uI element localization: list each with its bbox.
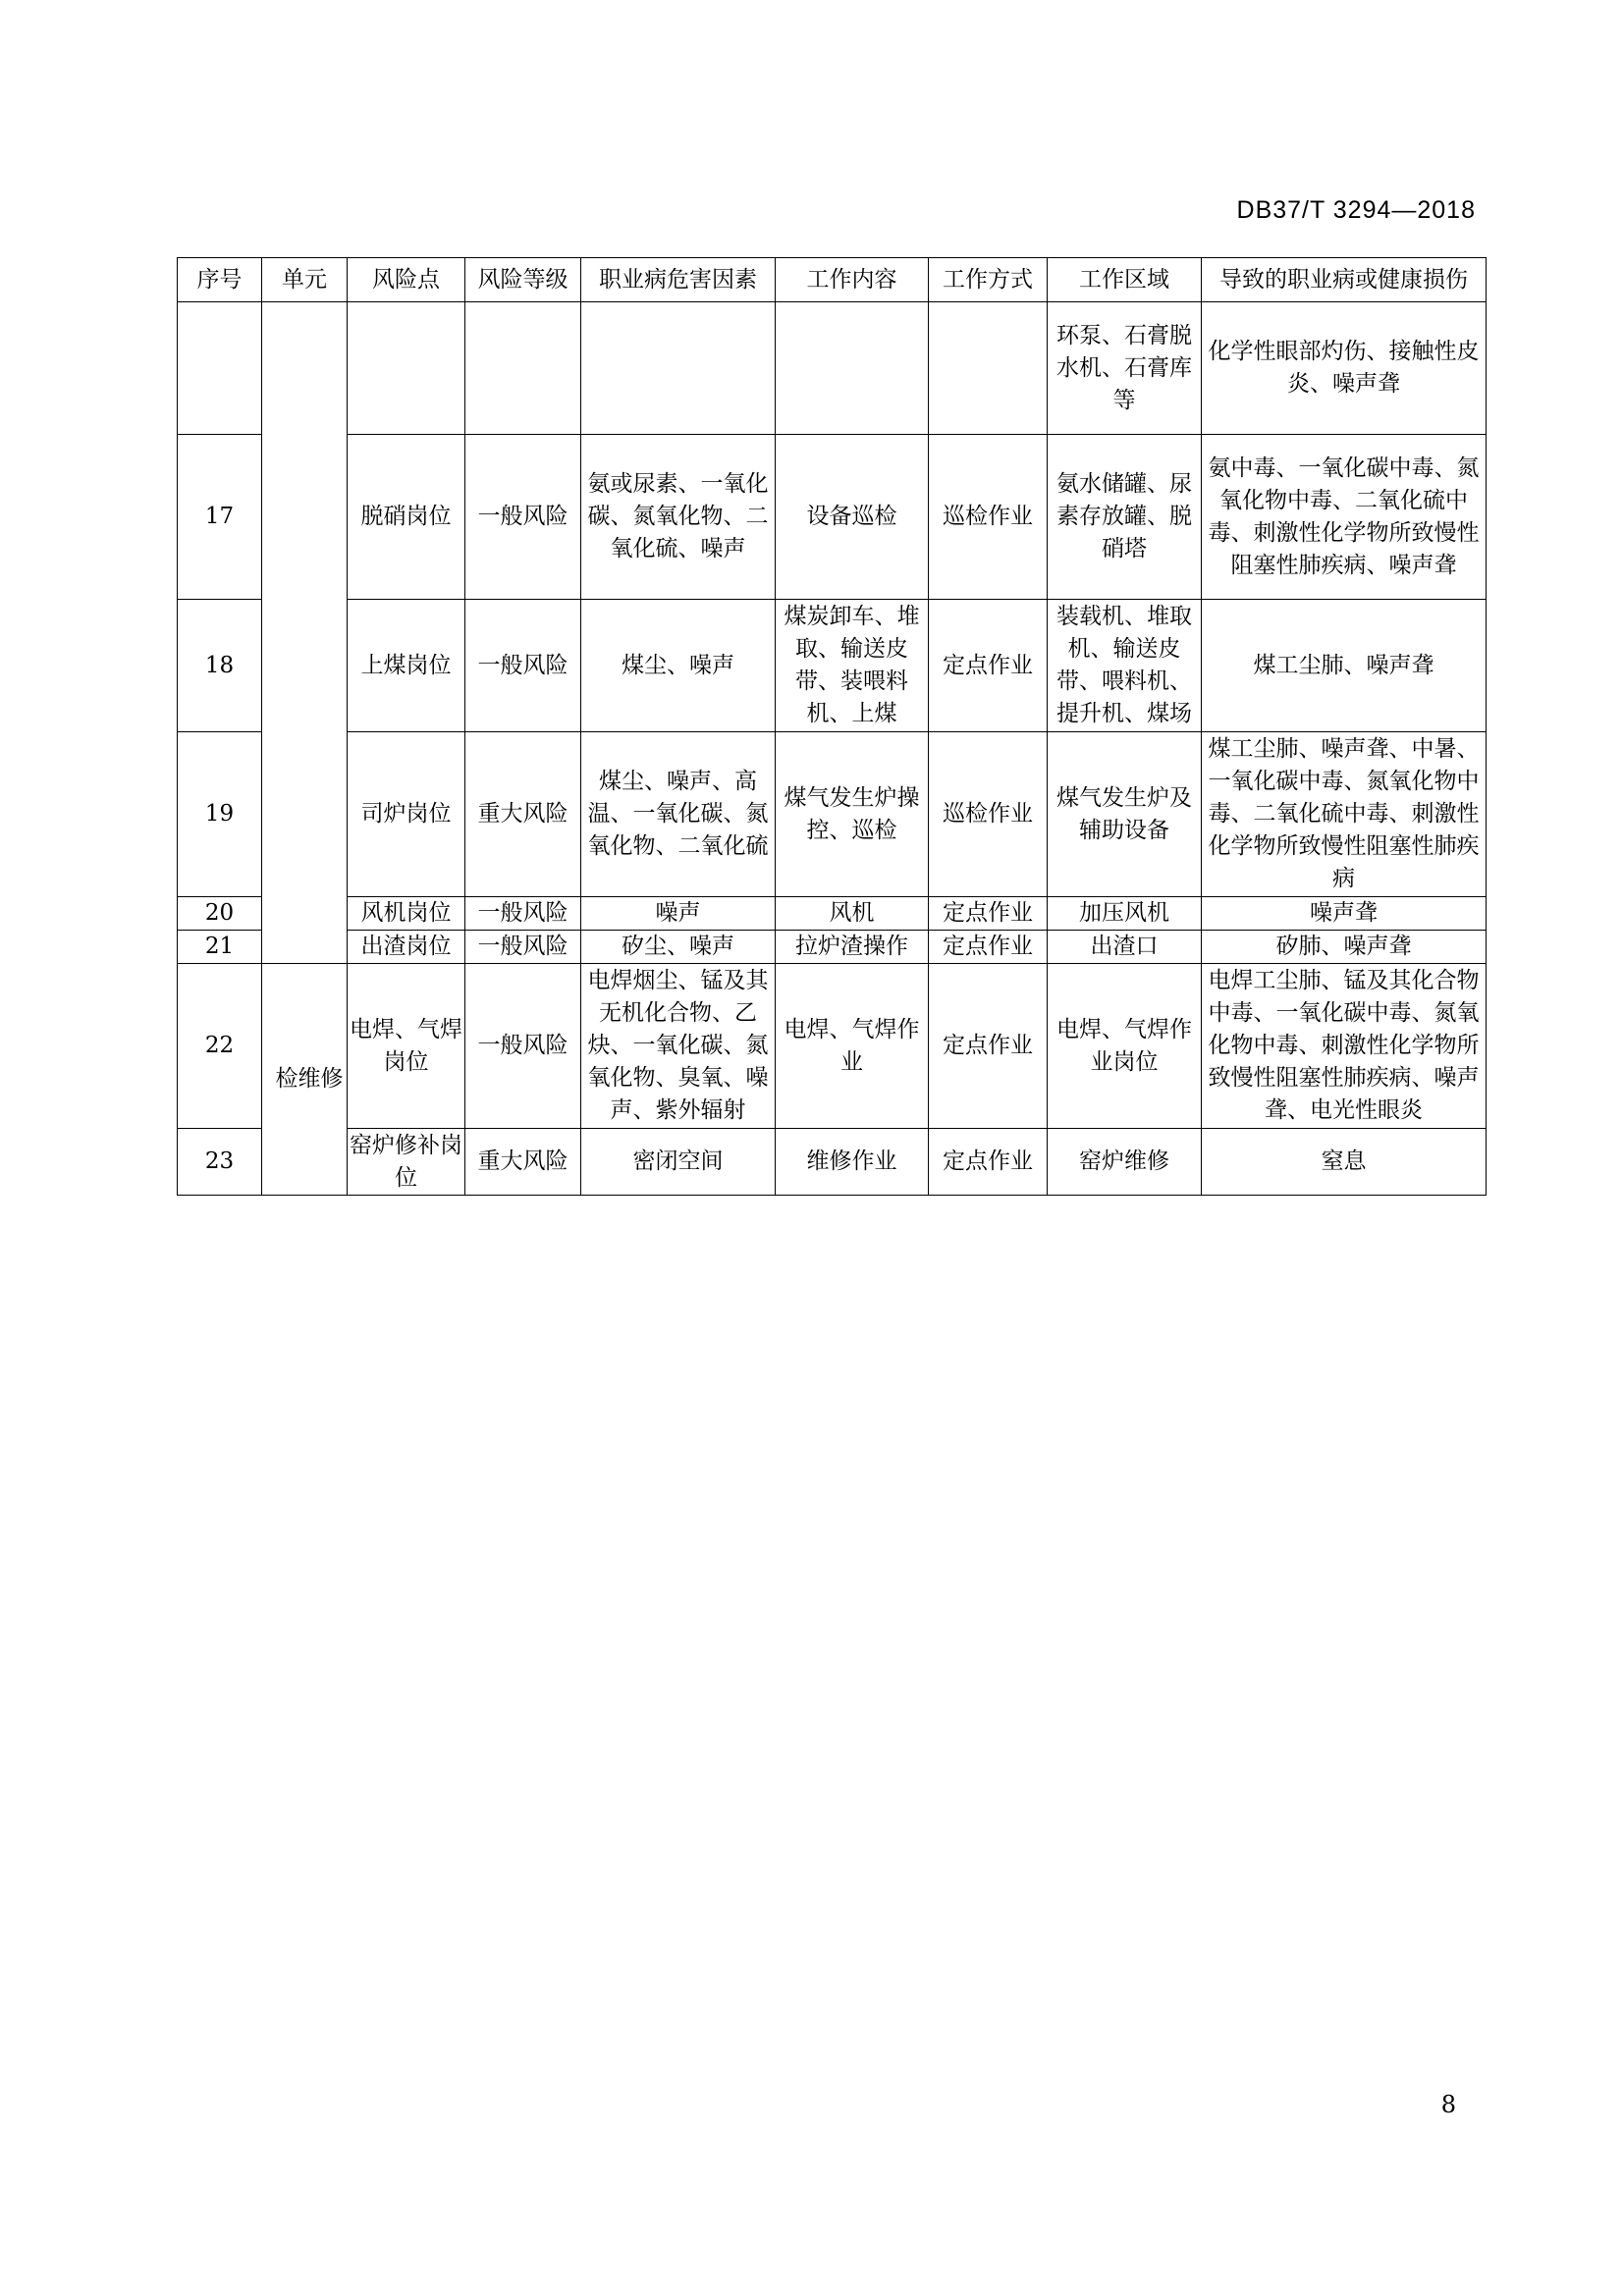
table-row	[178, 931, 1487, 964]
cell-content: 电焊、气焊作业	[776, 964, 929, 1129]
cell-point	[348, 302, 465, 435]
table-row	[178, 435, 1487, 600]
cell-level: 一般风险	[465, 600, 581, 732]
column-header: 单元	[262, 258, 348, 302]
table-row	[178, 964, 1487, 1129]
cell-level: 一般风险	[465, 897, 581, 931]
cell-factor: 电焊烟尘、锰及其无机化合物、乙炔、一氧化碳、氮氧化物、臭氧、噪声、紫外辐射	[581, 964, 776, 1129]
cell-point: 上煤岗位	[348, 600, 465, 732]
cell-level: 重大风险	[465, 732, 581, 897]
risk-table	[177, 257, 1487, 1196]
table-row	[178, 897, 1487, 931]
cell-harm: 煤工尘肺、噪声聋、中暑、一氧化碳中毒、氮氧化物中毒、二氧化硫中毒、刺激性化学物所致慢性阻塞性肺疾病	[1202, 732, 1487, 897]
column-header: 风险点	[348, 258, 465, 302]
cell-factor: 矽尘、噪声	[581, 931, 776, 964]
cell-harm: 矽肺、噪声聋	[1202, 931, 1487, 964]
table-row	[178, 302, 1487, 435]
cell-no: 17	[178, 435, 262, 600]
cell-factor	[581, 302, 776, 435]
cell-level: 一般风险	[465, 931, 581, 964]
column-header: 序号	[178, 258, 262, 302]
column-header: 工作内容	[776, 258, 929, 302]
column-header: 风险等级	[465, 258, 581, 302]
table-row	[178, 1129, 1487, 1196]
cell-area: 电焊、气焊作业岗位	[1048, 964, 1202, 1129]
cell-mode: 定点作业	[929, 964, 1048, 1129]
cell-level: 一般风险	[465, 435, 581, 600]
cell-harm: 窒息	[1202, 1129, 1487, 1196]
cell-unit	[262, 302, 348, 964]
cell-point: 司炉岗位	[348, 732, 465, 897]
cell-area: 加压风机	[1048, 897, 1202, 931]
cell-factor: 密闭空间	[581, 1129, 776, 1196]
cell-factor: 煤尘、噪声	[581, 600, 776, 732]
cell-point: 脱硝岗位	[348, 435, 465, 600]
cell-mode: 定点作业	[929, 600, 1048, 732]
cell-harm: 电焊工尘肺、锰及其化合物中毒、一氧化碳中毒、氮氧化物中毒、刺激性化学物所致慢性阻塞性肺疾病、噪声聋、电光性眼炎	[1202, 964, 1487, 1129]
cell-harm: 煤工尘肺、噪声聋	[1202, 600, 1487, 732]
cell-factor: 煤尘、噪声、高温、一氧化碳、氮氧化物、二氧化硫	[581, 732, 776, 897]
cell-level	[465, 302, 581, 435]
cell-point: 出渣岗位	[348, 931, 465, 964]
table-row	[178, 600, 1487, 732]
table-header-row	[178, 258, 1487, 302]
cell-area: 装载机、堆取机、输送皮带、喂料机、提升机、煤场	[1048, 600, 1202, 732]
cell-content: 风机	[776, 897, 929, 931]
cell-area: 出渣口	[1048, 931, 1202, 964]
cell-no: 21	[178, 931, 262, 964]
table-row	[178, 732, 1487, 897]
cell-unit: 检维修	[262, 964, 348, 1196]
column-header: 职业病危害因素	[581, 258, 776, 302]
cell-level: 一般风险	[465, 964, 581, 1129]
cell-no: 23	[178, 1129, 262, 1196]
cell-harm: 氨中毒、一氧化碳中毒、氮氧化物中毒、二氧化硫中毒、刺激性化学物所致慢性阻塞性肺疾病、噪声聋	[1202, 435, 1487, 600]
cell-level: 重大风险	[465, 1129, 581, 1196]
cell-no	[178, 302, 262, 435]
cell-harm: 噪声聋	[1202, 897, 1487, 931]
cell-content: 设备巡检	[776, 435, 929, 600]
page-number: 8	[1440, 2091, 1456, 2118]
column-header: 工作方式	[929, 258, 1048, 302]
cell-area: 窑炉维修	[1048, 1129, 1202, 1196]
column-header: 导致的职业病或健康损伤	[1202, 258, 1487, 302]
cell-content	[776, 302, 929, 435]
cell-no: 18	[178, 600, 262, 732]
cell-point: 风机岗位	[348, 897, 465, 931]
cell-content: 煤气发生炉操控、巡检	[776, 732, 929, 897]
column-header: 工作区域	[1048, 258, 1202, 302]
cell-no: 20	[178, 897, 262, 931]
cell-area: 环泵、石膏脱水机、石膏库等	[1048, 302, 1202, 435]
cell-mode: 定点作业	[929, 1129, 1048, 1196]
cell-area: 煤气发生炉及辅助设备	[1048, 732, 1202, 897]
cell-harm: 化学性眼部灼伤、接触性皮炎、噪声聋	[1202, 302, 1487, 435]
cell-content: 拉炉渣操作	[776, 931, 929, 964]
cell-area: 氨水储罐、尿素存放罐、脱硝塔	[1048, 435, 1202, 600]
cell-content: 煤炭卸车、堆取、输送皮带、装喂料机、上煤	[776, 600, 929, 732]
cell-point: 电焊、气焊岗位	[348, 964, 465, 1129]
cell-no: 19	[178, 732, 262, 897]
cell-factor: 氨或尿素、一氧化碳、氮氧化物、二氧化硫、噪声	[581, 435, 776, 600]
cell-mode	[929, 302, 1048, 435]
cell-mode: 定点作业	[929, 931, 1048, 964]
cell-mode: 巡检作业	[929, 435, 1048, 600]
cell-mode: 巡检作业	[929, 732, 1048, 897]
cell-factor: 噪声	[581, 897, 776, 931]
cell-content: 维修作业	[776, 1129, 929, 1196]
cell-mode: 定点作业	[929, 897, 1048, 931]
cell-no: 22	[178, 964, 262, 1129]
document-code: DB37/T 3294—2018	[1236, 196, 1476, 224]
cell-point: 窑炉修补岗位	[348, 1129, 465, 1196]
